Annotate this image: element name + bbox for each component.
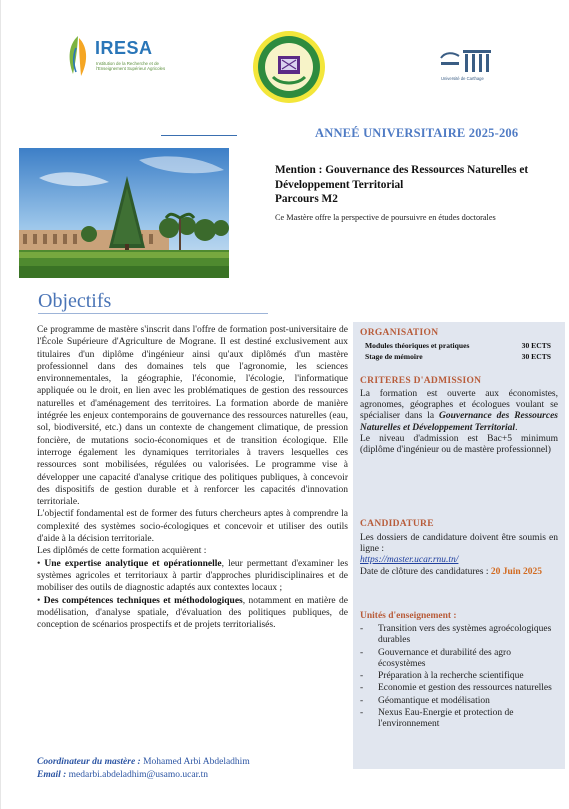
objectifs-paragraph: L'objectif fondamental est de former des futurs chercheurs aptes à comprendre la complexité des systèmes socio-écologiques et concevoir et utiliser des outils d'aide à la décision territoriale. xyxy=(37,509,348,545)
ects-label: Stage de mémoire xyxy=(365,352,423,361)
deadline-date: 20 Juin 2025 xyxy=(490,566,543,577)
ue-item: - Economie et gestion des ressources naturelles xyxy=(360,683,552,694)
skill-bullet: • Une expertise analytique et opérationnelle, leur permettant d'examiner les systèmes agricoles et territoriaux à partir d'approches pluridisciplinaires et de mobiliser des outils de diagnostic adaptés aux contextes locaux ; xyxy=(37,558,349,594)
ects-value: 30 ECTS xyxy=(521,352,551,361)
doctoral-note: Ce Mastère offre la perspective de poursuivre en études doctorales xyxy=(275,213,496,222)
skill-bullet-title: Une expertise analytique et opérationnelle xyxy=(44,558,222,569)
ects-row xyxy=(365,341,551,350)
iresa-logo xyxy=(65,30,175,82)
ucar-caption: Université de Carthage xyxy=(441,76,484,81)
parcours-label: Parcours M2 xyxy=(275,193,338,205)
objectifs-body xyxy=(37,324,348,631)
candidature-heading: CANDIDATURE xyxy=(360,519,434,529)
ects-value: 30 ECTS xyxy=(521,341,551,350)
esa-mograne-seal-icon xyxy=(251,29,327,105)
criteres-level: Le niveau d'admission est Bac+5 minimum (diplôme d'ingénieur ou de mastère professionnel) xyxy=(360,433,558,456)
ue-item: - Géomantique et modélisation xyxy=(360,695,490,706)
objectifs-paragraph: Ce programme de mastère s'inscrit dans l'offre de formation post-universitaire de l'École Supérieure d'Agriculture de Mograne. Il est destiné exclusivement aux titulaires d'un diplôme d'ingénieur ainsi qu'aux diplômés d'un mastère professionnel dans des domaines tels que l'agronomie, les sciences environnementales, la géographie, l'économie, l'écologie, l'informatique appliquée ou le droit, en lien avec les problématiques de gestion des ressources naturelles et d'aménagement des territoires. La formation aborde de manière intégrée les enjeux contemporains de gouvernance des ressources naturelles (eau, sol, biodiversité, etc.) dans un contexte de changement climatique, de pression foncière, de mutations socio-économiques et de transition écologique. Elle interroge également les dynamiques territoriales à travers lesquelles ces ressources sont mobilisées, régulées ou valorisées. Le programme vise à développer une capacité d'analyse critique des politiques publiques, à concevoir des dispositifs de gestion durable et à renforcer les capacités d'innovation territoriale. xyxy=(37,325,348,508)
campus-photo xyxy=(19,148,229,278)
candidature-link[interactable]: https://master.ucar.rnu.tn/ xyxy=(360,555,459,566)
email-address[interactable]: medarbi.abdeladhim@usamo.ucar.tn xyxy=(68,770,209,780)
candidature-text xyxy=(360,533,558,578)
iresa-wordmark: IRESA xyxy=(95,38,153,58)
ucar-columns-icon xyxy=(437,44,495,76)
skill-bullet: • Des compétences techniques et méthodologiques, notamment en matière de modélisation, d'analyse spatiale, d'évaluation des politiques publiques, de conception de scénarios prospectifs et de projets territorialisés. xyxy=(37,595,349,631)
criteres-specialty: Gouvernance des Ressources Naturelles et Développement Territorial xyxy=(360,411,558,433)
iresa-leaf-icon xyxy=(65,34,91,78)
program-mention xyxy=(275,163,535,207)
deadline-label: Date de clôture des candidatures : xyxy=(360,566,489,577)
ue-item: - Transition vers des systèmes agroécologiques durables xyxy=(360,624,552,646)
ue-item: - Gouvernance et durabilité des agro écosystèmes xyxy=(360,647,511,669)
criteres-intro: La formation est ouverte aux économistes, agronomes, géographes et écologues voulant se spécialiser dans la xyxy=(360,389,558,422)
criteres-text: La formation est ouverte aux économistes, agronomes, géographes et écologues voulant se spécialiser dans la Gouvernance des Ressources Naturelles et Développement Territorial. Le niveau d'admission est Bac+5 minimum (diplôme d'ingénieur ou de mastère professionnel) xyxy=(360,389,558,456)
ue-item: - Préparation à la recherche scientifique xyxy=(360,671,524,682)
ue-list xyxy=(360,624,560,732)
iresa-tagline: Institution de la Recherche et de l'Enseignement Supérieur Agricoles xyxy=(96,61,166,72)
contact-block xyxy=(37,756,348,782)
email-label: Email : xyxy=(37,770,67,780)
ects-row xyxy=(365,352,551,361)
objectifs-paragraph: Les diplômés de cette formation acquièrent : xyxy=(37,546,207,557)
coordinator-name: Mohamed Arbi Abdeladhim xyxy=(143,757,250,767)
ucar-logo xyxy=(437,44,495,86)
objectifs-underline xyxy=(38,313,268,314)
coordinator-label: Coordinateur du mastère : xyxy=(37,757,141,767)
candidature-intro: Les dossiers de candidature doivent être soumis en ligne : xyxy=(360,533,558,555)
academic-year: ANNEÉ UNIVERSITAIRE 2025-206 xyxy=(315,126,519,140)
ects-label: Modules théoriques et pratiques xyxy=(365,341,470,350)
ue-item: - Nexus Eau-Energie et protection de l'environnement xyxy=(360,708,514,730)
skill-bullet-title: Des compétences techniques et méthodologiques xyxy=(43,595,243,606)
objectifs-heading: Objectifs xyxy=(38,290,112,312)
header-divider xyxy=(161,135,237,136)
skill-bullet-text: , notamment en matière de modélisation, d'analyse spatiale, d'évaluation des politiques publiques, de conception de scénarios prospectifs et de projets territorialisés. xyxy=(37,595,349,631)
organisation-heading: ORGANISATION xyxy=(360,328,439,338)
skill-bullet-text: , leur permettant d'examiner les systèmes agricoles et territoriaux à partir d'approches pluridisciplinaires et de mobiliser des outils de diagnostic adaptés aux contextes locaux ; xyxy=(37,558,349,594)
criteres-heading: CRITERES D'ADMISSION xyxy=(360,376,482,386)
mention-title: Mention : Gouvernance des Ressources Naturelles et Développement Territorial xyxy=(275,164,529,191)
ue-heading: Unités d'enseignement : xyxy=(360,611,457,621)
